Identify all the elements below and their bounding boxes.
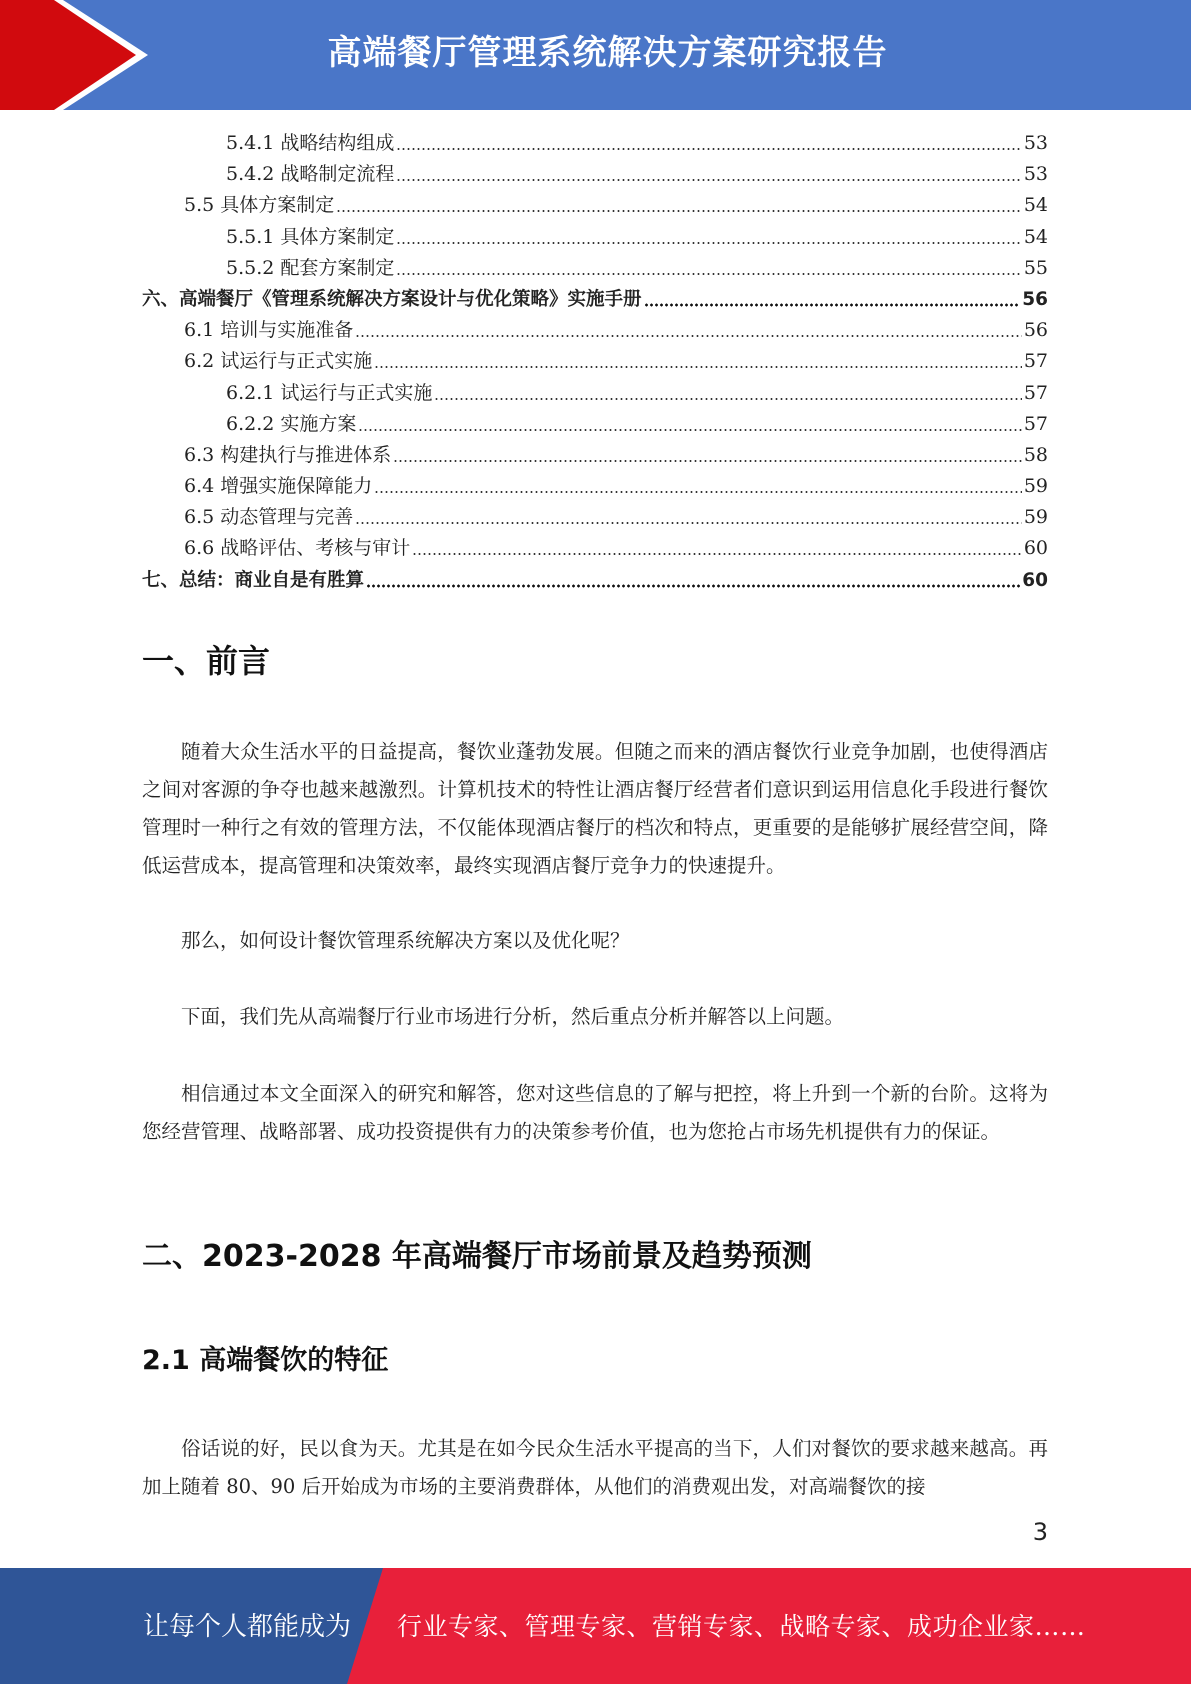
toc-entry-page: 55 (1023, 256, 1048, 279)
toc-entry-page: 56 (1022, 288, 1048, 310)
page-header (0, 0, 1191, 110)
toc-leader-dots (355, 319, 1022, 338)
toc-entry[interactable] (142, 565, 1048, 596)
toc-entry-title: 6.6 战略评估、考核与审计 (184, 537, 411, 560)
toc-entry[interactable] (142, 128, 1048, 159)
toc-entry-title: 6.2 试运行与正式实施 (184, 350, 373, 373)
toc-entry-title: 6.2.2 实施方案 (226, 412, 357, 435)
toc-entry[interactable] (142, 190, 1048, 221)
footer-slogan-left: 让每个人都能成为 (143, 1612, 352, 1642)
toc-entry-page: 60 (1023, 537, 1048, 560)
preface-paragraph-2: 那么，如何设计餐饮管理系统解决方案以及优化呢？ (181, 929, 630, 952)
toc-entry-page: 53 (1023, 132, 1048, 154)
toc-leader-dots (396, 257, 1021, 276)
toc-entry-title: 6.1 培训与实施准备 (184, 319, 354, 342)
toc-entry-page: 59 (1023, 506, 1048, 529)
toc-entry[interactable] (142, 502, 1048, 533)
toc-entry-title: 6.5 动态管理与完善 (184, 506, 354, 529)
toc-entry-title: 6.3 构建执行与推进体系 (184, 443, 392, 466)
toc-leader-dots (374, 475, 1022, 494)
toc-entry[interactable] (142, 471, 1048, 502)
toc-entry[interactable] (142, 159, 1048, 190)
toc-entry-title: 5.4.1 战略结构组成 (226, 132, 395, 154)
toc-entry-title: 6.4 增强实施保障能力 (184, 475, 373, 498)
toc-entry[interactable] (142, 253, 1048, 284)
page-number: 3 (1032, 1518, 1048, 1546)
toc-entry-page: 59 (1023, 475, 1048, 498)
toc-leader-dots (434, 382, 1021, 401)
toc-leader-dots (355, 506, 1022, 525)
toc-entry-page: 57 (1023, 350, 1048, 373)
section-title-market: 二、2023-2028 年高端餐厅市场前景及趋势预测 (142, 1239, 812, 1274)
toc-entry-page: 53 (1023, 163, 1048, 186)
toc-entry-page: 54 (1023, 194, 1048, 217)
toc-entry-page: 56 (1023, 319, 1048, 342)
toc-entry-page: 57 (1023, 412, 1048, 435)
preface-paragraph-1: 随着大众生活水平的日益提高，餐饮业蓬勃发展。但随之而来的酒店餐饮行业竞争加剧，也使得酒店之间对客源的争夺也越来越激烈。计算机技术的特性让酒店餐厅经营者们意识到运用信息化手段进行餐饮管理时一种行之有效的管理方法，不仅能体现酒店餐厅的档次和特点，更重要的是能够扩展经营空间，降低运营成本，提高管理和决策效率，最终实现酒店餐厅竞争力的快速提升。 (142, 740, 1048, 877)
footer-slogan-right: 行业专家、管理专家、营销专家、战略专家、成功企业家…… (397, 1612, 1086, 1641)
toc-entry-page: 54 (1023, 225, 1048, 248)
toc-leader-dots (396, 226, 1021, 245)
toc-leader-dots (336, 194, 1022, 213)
toc-entry[interactable] (142, 346, 1048, 377)
page-footer (0, 1568, 1191, 1684)
table-of-contents (142, 128, 1048, 596)
toc-entry-title: 六、高端餐厅《管理系统解决方案设计与优化策略》实施手册 (142, 288, 642, 310)
toc-entry[interactable] (142, 378, 1048, 409)
section-title-preface: 一、前言 (142, 642, 271, 680)
subsection-title-2-1: 2.1 高端餐饮的特征 (142, 1345, 389, 1376)
toc-entry-page: 58 (1023, 443, 1048, 466)
toc-entry-title: 5.5.2 配套方案制定 (226, 256, 395, 279)
toc-entry-title: 5.5 具体方案制定 (184, 194, 335, 217)
toc-entry[interactable] (142, 440, 1048, 471)
toc-entry-page: 57 (1023, 381, 1048, 404)
toc-entry[interactable] (142, 533, 1048, 564)
toc-entry-title: 6.2.1 试运行与正式实施 (226, 381, 433, 404)
toc-leader-dots (366, 569, 1020, 588)
toc-entry-title: 5.4.2 战略制定流程 (226, 163, 395, 186)
toc-entry-title: 七、总结：商业自是有胜算 (142, 569, 365, 591)
toc-entry[interactable] (142, 222, 1048, 253)
toc-leader-dots (396, 132, 1021, 151)
toc-leader-dots (412, 537, 1022, 556)
toc-leader-dots (393, 444, 1022, 463)
toc-leader-dots (358, 413, 1021, 432)
header-title: 高端餐厅管理系统解决方案研究报告 (327, 33, 888, 73)
toc-leader-dots (374, 350, 1022, 369)
preface-paragraph-3: 下面，我们先从高端餐厅行业市场进行分析，然后重点分析并解答以上问题。 (181, 1005, 845, 1028)
toc-entry[interactable] (142, 284, 1048, 315)
subsection-2-1-paragraph-1: 俗话说的好，民以食为天。尤其是在如今民众生活水平提高的当下，人们对餐饮的要求越来越高。再加上随着 80、90 后开始成为市场的主要消费群体，从他们的消费观出发，对高端餐饮的接 (142, 1437, 1048, 1498)
toc-entry-title: 5.5.1 具体方案制定 (226, 225, 395, 248)
preface-paragraph-4: 相信通过本文全面深入的研究和解答，您对这些信息的了解与把控，将上升到一个新的台阶。这将为您经营管理、战略部署、成功投资提供有力的决策参考价值，也为您抢占市场先机提供有力的保证。 (142, 1082, 1048, 1143)
toc-entry[interactable] (142, 315, 1048, 346)
toc-leader-dots (396, 163, 1021, 182)
toc-leader-dots (644, 288, 1021, 307)
toc-entry[interactable] (142, 409, 1048, 440)
toc-entry-page: 60 (1022, 569, 1048, 591)
